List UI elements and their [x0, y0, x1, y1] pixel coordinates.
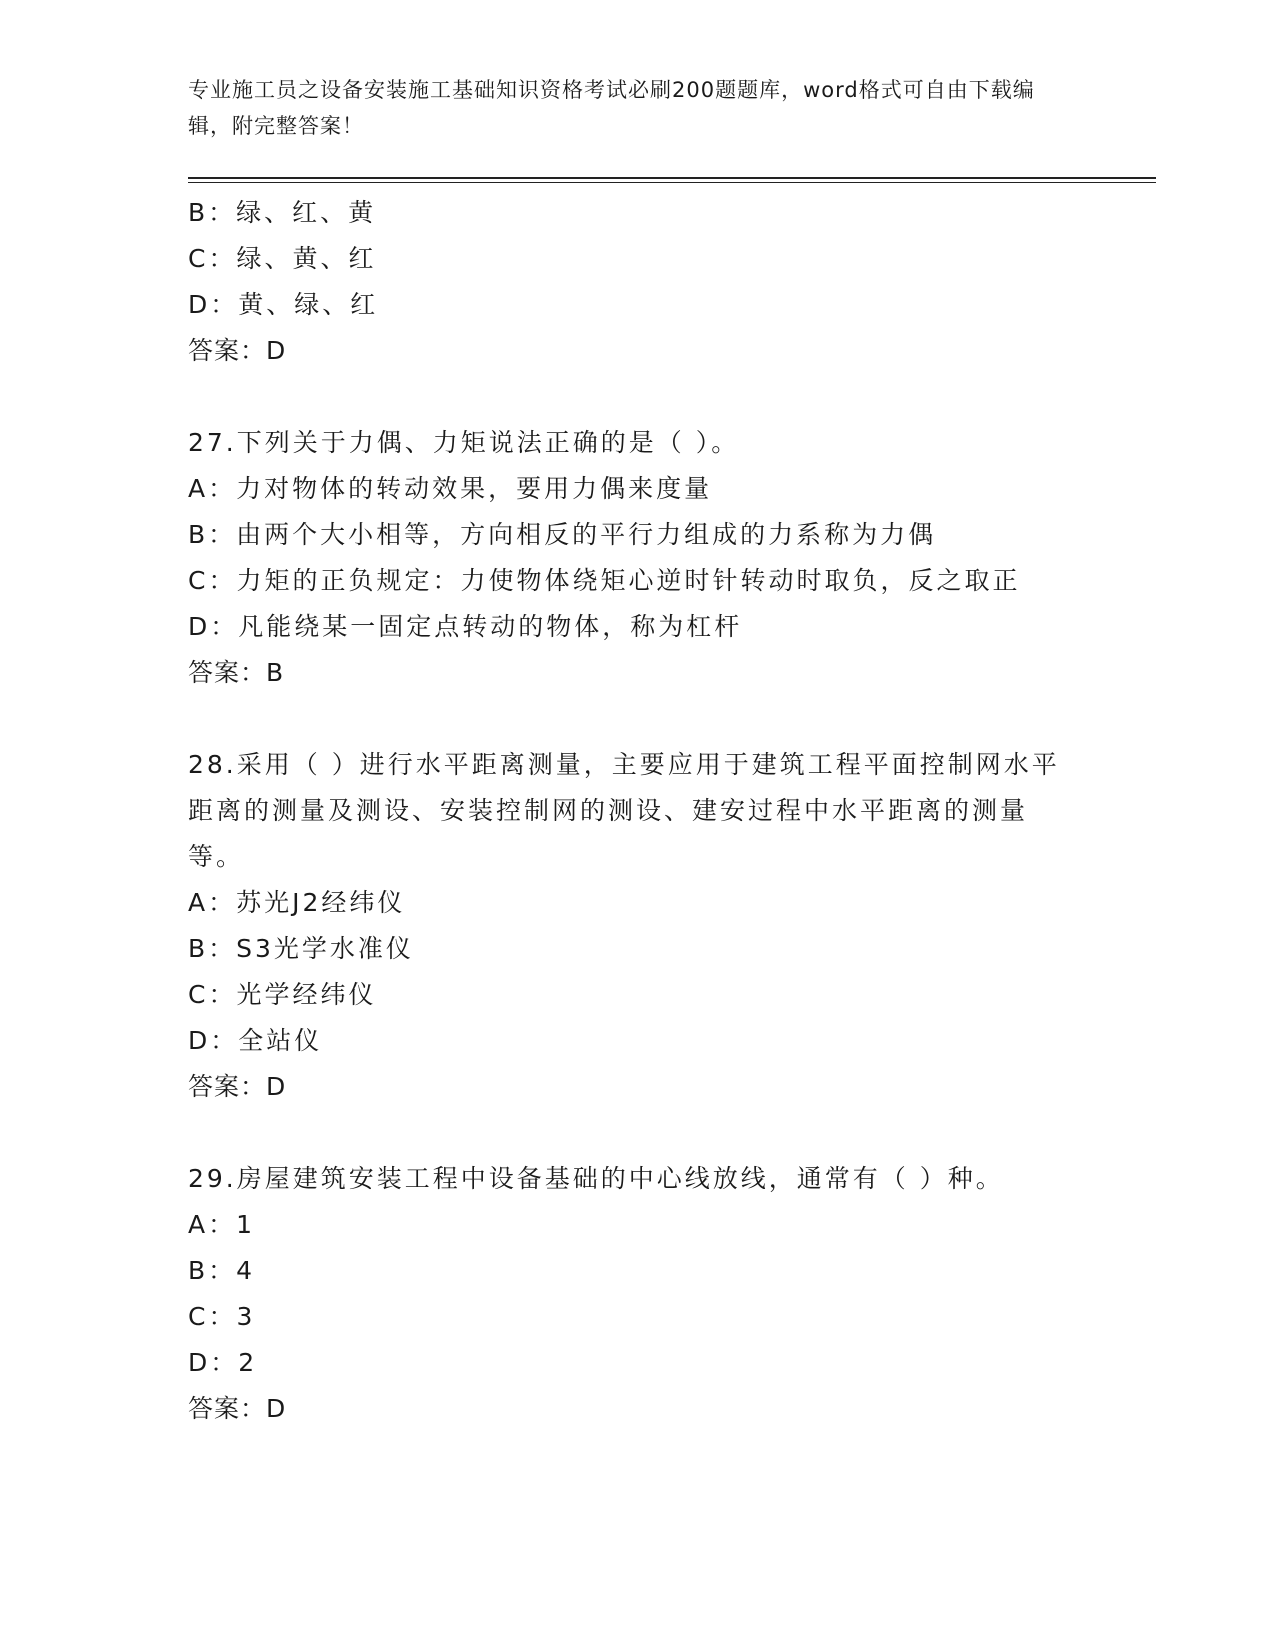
- answer-line: 答案：B: [188, 658, 285, 687]
- question-29: [188, 1156, 1068, 1432]
- option-b: B：S3光学水准仪: [188, 934, 414, 963]
- answer-line: 答案：D: [188, 1072, 287, 1101]
- option-a: A：力对物体的转动效果，要用力偶来度量: [188, 474, 713, 503]
- document-body: [188, 190, 1068, 1432]
- answer-line: 答案：D: [188, 1394, 287, 1423]
- question-28: [188, 742, 1068, 1110]
- option-d: D：2: [188, 1348, 258, 1377]
- question-27: [188, 420, 1068, 696]
- option-d: D：全站仪: [188, 1026, 323, 1055]
- option-b: B：由两个大小相等，方向相反的平行力组成的力系称为力偶: [188, 520, 937, 549]
- option-b: B：4: [188, 1256, 256, 1285]
- document-header: 专业施工员之设备安装施工基础知识资格考试必刷200题题库，word格式可自由下载编辑，附完整答案！: [188, 78, 1035, 138]
- option-b: B：绿、红、黄: [188, 198, 377, 227]
- spacer: [188, 374, 1068, 420]
- option-d: D：黄、绿、红: [188, 290, 379, 319]
- continued-question: [188, 190, 1068, 374]
- option-c: C：3: [188, 1302, 256, 1331]
- question-stem: 29.房屋建筑安装工程中设备基础的中心线放线，通常有（ ）种。: [188, 1164, 1004, 1193]
- option-c: C：光学经纬仪: [188, 980, 377, 1009]
- question-stem: 27.下列关于力偶、力矩说法正确的是（ ）。: [188, 428, 740, 457]
- answer-line: 答案：D: [188, 336, 287, 365]
- question-stem: 28.采用（ ）进行水平距离测量，主要应用于建筑工程平面控制网水平距离的测量及测设、安装控制网的测设、建安过程中水平距离的测量等。: [188, 750, 1060, 871]
- spacer: [188, 1110, 1068, 1156]
- option-d: D：凡能绕某一固定点转动的物体，称为杠杆: [188, 612, 743, 641]
- option-a: A：1: [188, 1210, 256, 1239]
- header-rule-thin: [188, 182, 1156, 183]
- option-c: C：力矩的正负规定：力使物体绕矩心逆时针转动时取负，反之取正: [188, 566, 1021, 595]
- spacer: [188, 696, 1068, 742]
- option-c: C：绿、黄、红: [188, 244, 377, 273]
- header-rule-thick: [188, 177, 1156, 179]
- option-a: A：苏光J2经纬仪: [188, 888, 406, 917]
